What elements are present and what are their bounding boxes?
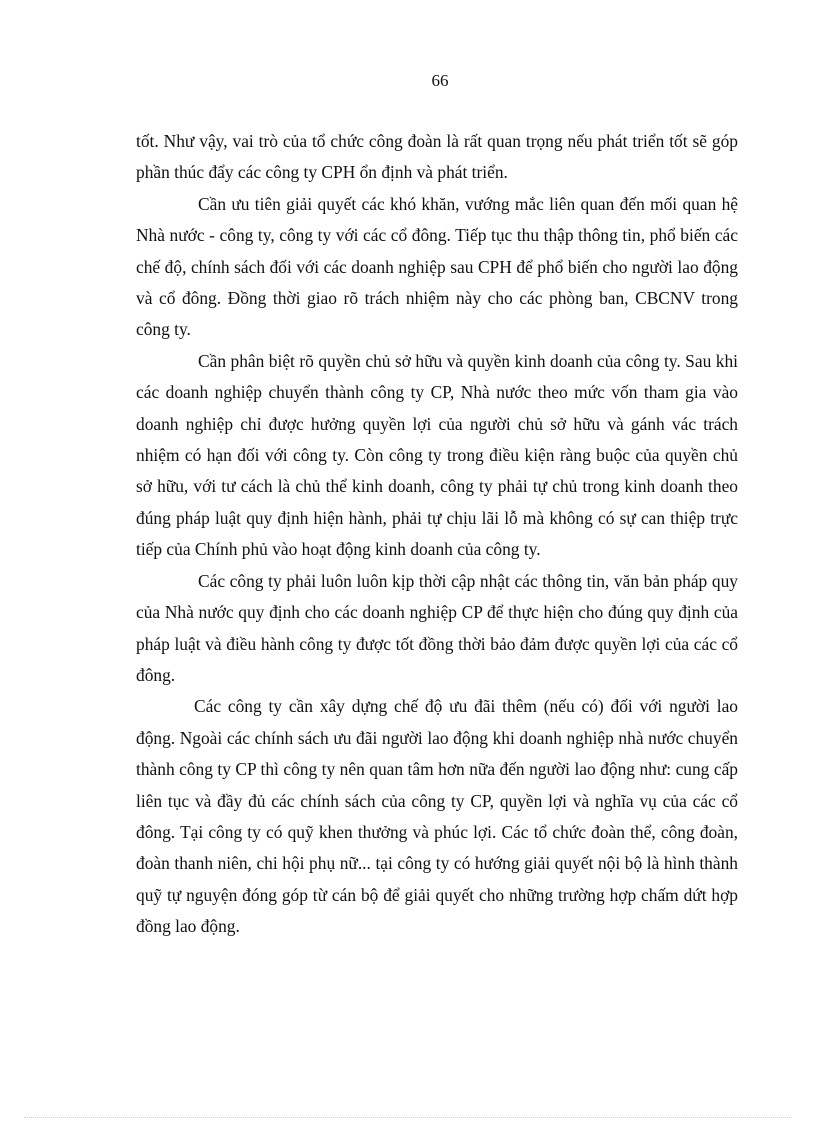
paragraph-regulation-updates: Các công ty phải luôn luôn kịp thời cập nhật các thông tin, văn bản pháp quy của Nhà nước quy định cho các doanh nghiệp CP để thực hiện cho đúng quy định của pháp luật và điều hành công ty được tốt đồng thời bảo đảm được quyền lợi của các cổ đông. — [136, 570, 738, 685]
paragraph-priority-issues: Cần ưu tiên giải quyết các khó khăn, vướng mắc liên quan đến mối quan hệ Nhà nước - công ty, công ty với các cổ đông. Tiếp tục thu thập thông tin, phổ biến các chế độ, chính sách đối với các doanh nghiệp sau CPH để phổ biến cho người lao động và cổ đông. Đồng thời giao rõ trách nhiệm này cho các phòng ban, CBCNV trong công ty. — [136, 193, 738, 340]
paragraph-employee-benefits: Các công ty cần xây dựng chế độ ưu đãi thêm (nếu có) đối với người lao động. Ngoài các chính sách ưu đãi người lao động khi doanh nghiệp nhà nước chuyển thành công ty CP thì công ty nên quan tâm hơn nữa đến người lao động như: cung cấp liên tục và đầy đủ các chính sách của công ty CP, quyền lợi và nghĩa vụ của các cổ đông. Tại công ty có quỹ khen thưởng và phúc lợi. Các tổ chức đoàn thể, công đoàn, đoàn thanh niên, chi hội phụ nữ... tại công ty có hướng giải quyết nội bộ là hình thành quỹ tự nguyện đóng góp từ cán bộ để giải quyết cho những trường hợp chấm dứt hợp đồng lao động. — [136, 696, 738, 937]
paragraph-continuation: tốt. Như vậy, vai trò của tổ chức công đoàn là rất quan trọng nếu phát triển tốt sẽ góp phần thúc đẩy các công ty CPH ổn định và phát triển. — [136, 131, 738, 183]
paragraph-ownership-rights: Cần phân biệt rõ quyền chủ sở hữu và quyền kinh doanh của công ty. Sau khi các doanh nghiệp chuyển thành công ty CP, Nhà nước theo mức vốn tham gia vào doanh nghiệp chỉ được hưởng quyền lợi của người chủ sở hữu và gánh vác trách nhiệm có hạn đối với công ty. Còn công ty trong điều kiện ràng buộc của quyền chủ sở hữu, với tư cách là chủ thể kinh doanh, công ty phải tự chủ trong kinh doanh theo đúng pháp luật quy định hiện hành, phải tự chịu lãi lỗ mà không có sự can thiệp trực tiếp của Chính phủ vào hoạt động kinh doanh của công ty. — [136, 350, 738, 560]
page-bottom-divider — [24, 1117, 792, 1118]
page-number: 66 — [431, 71, 449, 90]
body-text — [136, 126, 738, 943]
